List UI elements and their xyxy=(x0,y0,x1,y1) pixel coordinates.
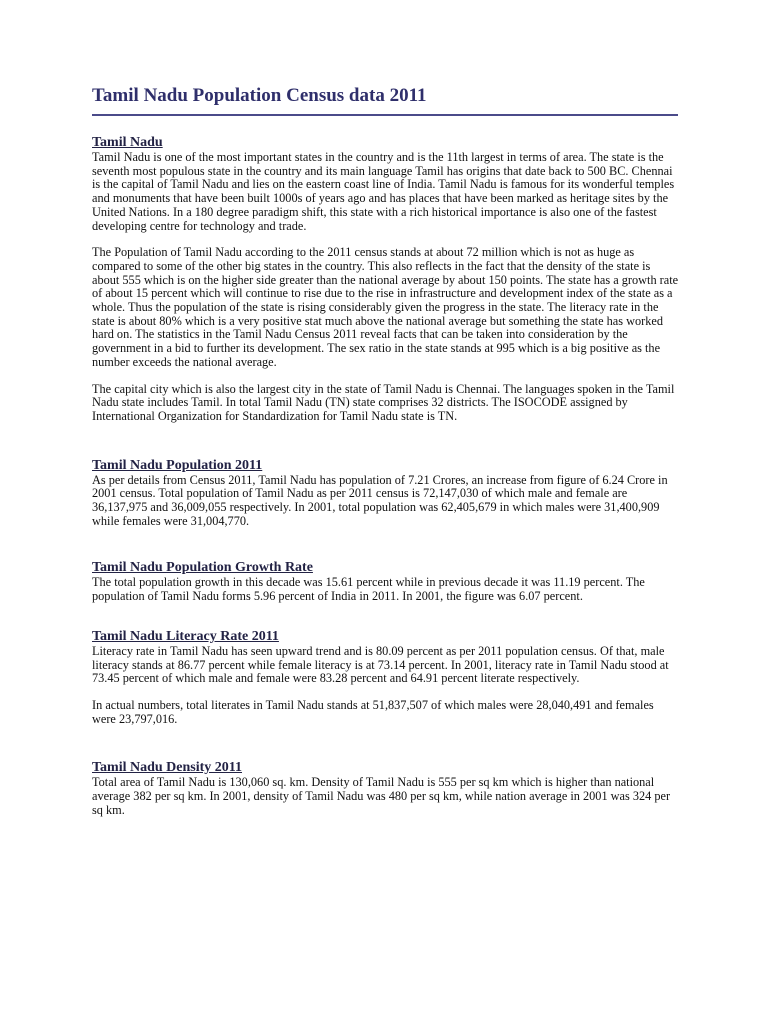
section-paragraph: Literacy rate in Tamil Nadu has seen upward trend and is 80.09 percent as per 2011 population census. Of that, male literacy stands at 86.77 percent while female literacy is at 73.14 percent. In 2001, literacy rate in Tamil Nadu stood at 73.45 percent of which male and female were 83.28 percent and 64.91 percent literate respectively. xyxy=(92,643,669,686)
title-divider xyxy=(92,114,678,116)
section-population-growth-rate xyxy=(92,560,680,603)
section-heading-population-2011: Tamil Nadu Population 2011 xyxy=(92,457,263,473)
section-paragraph: In actual numbers, total literates in Tamil Nadu stands at 51,837,507 of which males were 28,040,491 and females were 23,797,016. xyxy=(92,697,654,726)
section-paragraph: The Population of Tamil Nadu according to the 2011 census stands at about 72 million which is not as huge as compared to some of the other big states in the country. This also reflects in the fact that the density of the state is about 555 which is on the higher side greater than the national average by about 150 points. The state has a growth rate of about 15 percent which will continue to rise due to the rise in infrastructure and development index of the state as a whole. Thus the population of the state is rising considerably given the progress in the state. The literacy rate in the state is about 80% which is a very positive stat much above the national average but something the state has worked hard on. The statistics in the Tamil Nadu Census 2011 reveal facts that can be taken into consideration by the government in a bid to further its development. The sex ratio in the state stands at 995 which is a big positive as the number exceeds the national average. xyxy=(92,245,679,369)
section-heading-density: Tamil Nadu Density 2011 xyxy=(92,760,243,776)
section-heading-literacy-rate: Tamil Nadu Literacy Rate 2011 xyxy=(92,628,279,644)
section-paragraph: Tamil Nadu is one of the most important states in the country and is the 11th largest in terms of area. The state is the seventh most populous state in the country and its main language Tamil has origins that date back to 500 BC. Chennai is the capital of Tamil Nadu and lies on the eastern coast line of India. Tamil Nadu is famous for its wonderful temples and monuments that have been built 1000s of years ago and has places that have been marked as heritage sites by the United Nations. In a 180 degree paradigm shift, this state with a rich historical importance is also one of the fastest developing centre for technology and trade. xyxy=(92,150,675,233)
section-paragraph: The capital city which is also the largest city in the state of Tamil Nadu is Chennai. The languages spoken in the Tamil Nadu state includes Tamil. In total Tamil Nadu (TN) state comprises 32 districts. The ISOCODE assigned by International Organization for Standardization for Tamil Nadu state is TN. xyxy=(92,381,675,423)
section-paragraph: Total area of Tamil Nadu is 130,060 sq. km. Density of Tamil Nadu is 555 per sq km which is higher than national average 382 per sq km. In 2001, density of Tamil Nadu was 480 per sq km, while nation average in 2001 was 324 per sq km. xyxy=(92,775,671,817)
page-title: Tamil Nadu Population Census data 2011 xyxy=(92,85,427,106)
section-population-2011 xyxy=(92,458,680,529)
section-paragraph: The total population growth in this decade was 15.61 percent while in previous decade it was 11.19 percent. The population of Tamil Nadu forms 5.96 percent of India in 2011. In 2001, the figure was 6.07 percent. xyxy=(92,575,645,604)
document-page xyxy=(92,83,680,818)
section-density-2011 xyxy=(92,760,680,817)
section-heading-tamil-nadu: Tamil Nadu xyxy=(92,135,163,150)
section-paragraph: As per details from Census 2011, Tamil Nadu has population of 7.21 Crores, an increase from figure of 6.24 Crore in 2001 census. Total population of Tamil Nadu as per 2011 census is 72,147,030 of which male and female are 36,137,975 and 36,009,055 respectively. In 2001, total population was 62,405,679 in which males were 31,400,909 while females were 31,004,770. xyxy=(92,472,668,528)
section-literacy-rate-2011 xyxy=(92,629,680,727)
section-tamil-nadu xyxy=(92,135,680,424)
section-heading-growth-rate: Tamil Nadu Population Growth Rate xyxy=(92,560,313,576)
